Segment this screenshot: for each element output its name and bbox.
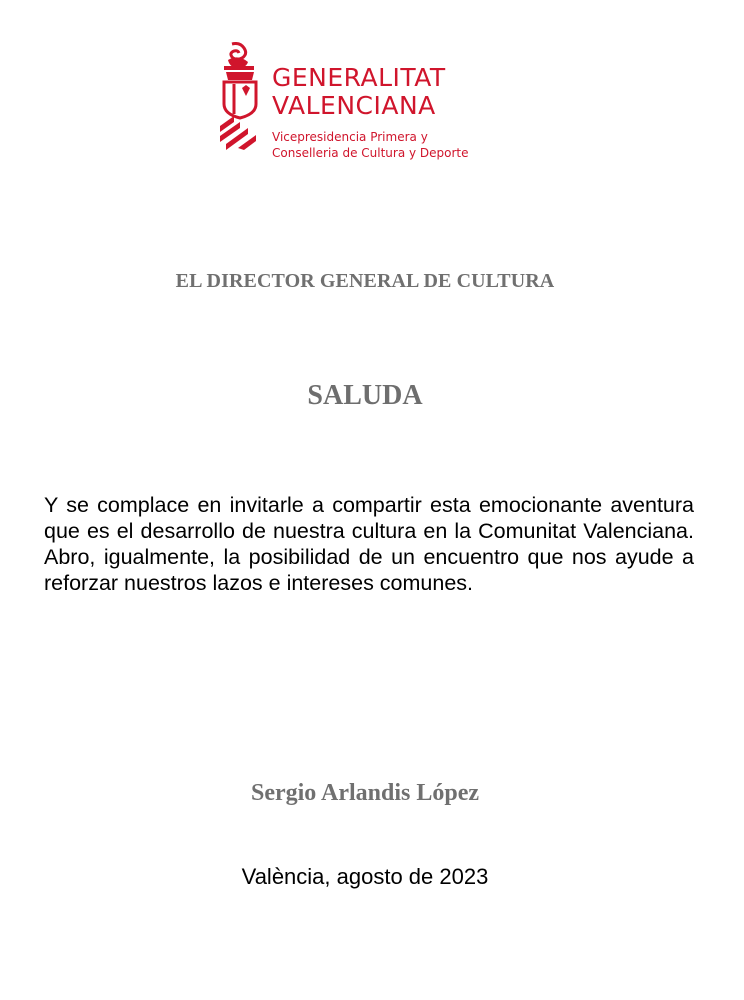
org-name-line2: VALENCIANA (272, 91, 436, 120)
department-line2: Conselleria de Cultura y Deporte (272, 146, 469, 160)
department-line1: Vicepresidencia Primera y (272, 130, 428, 144)
signer-name: Sergio Arlandis López (250, 780, 479, 806)
header-org-text (272, 64, 469, 161)
header-logo (218, 42, 478, 172)
issuer-heading: EL DIRECTOR GENERAL DE CULTURA (175, 270, 555, 292)
place-date: València, agosto de 2023 (241, 864, 489, 889)
document-title: SALUDA (307, 380, 423, 411)
body-paragraph: Y se complace en invitarle a compartir esta emocionante aventura que es el desarrollo de nuestra cultura en la Comunitat Valenciana. Abro, igualmente, la posibilidad de un encuentro que nos ayude a reforzar nuestros lazos e intereses comunes. (44, 493, 694, 595)
generalitat-coat-of-arms-icon (218, 42, 264, 150)
org-name-line1: GENERALITAT (272, 63, 446, 92)
